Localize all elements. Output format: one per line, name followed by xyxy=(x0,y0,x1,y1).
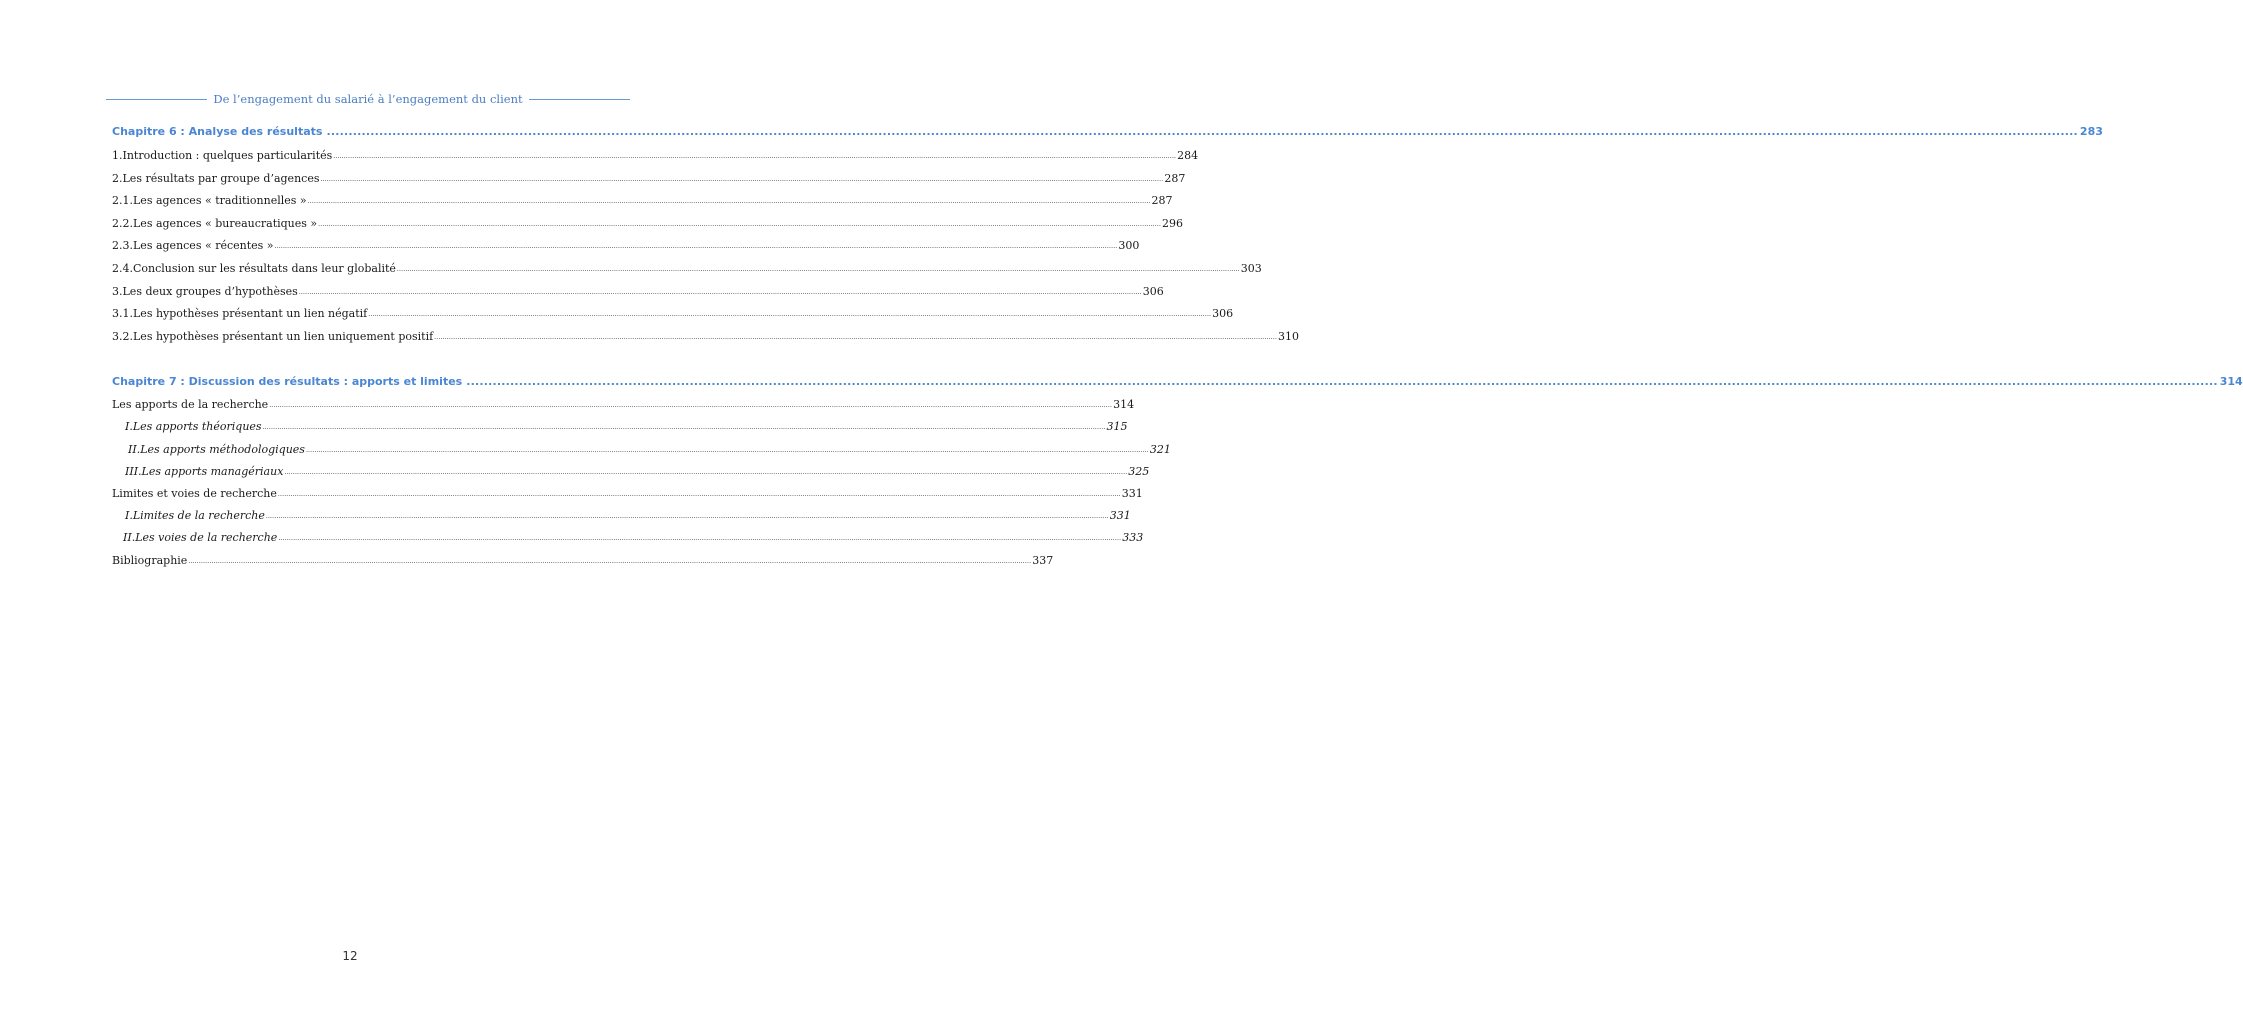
toc-entry-number: 2.2. xyxy=(112,217,133,230)
toc-chapter-6[interactable] xyxy=(112,123,2103,139)
toc-entry[interactable] xyxy=(112,529,1144,545)
toc-entry[interactable] xyxy=(112,418,1128,434)
toc-entry-page: 306 xyxy=(1142,285,1164,298)
header-title: De l’engagement du salarié à l’engagement du client xyxy=(213,92,523,106)
toc-entry-page: 325 xyxy=(1128,465,1150,478)
toc-entry-text: Limites de la recherche xyxy=(132,509,265,522)
toc-leader-dots: ................................................................................................................................................................................................................................................................................................................................................................................................................ xyxy=(396,266,1240,273)
toc-entry-number: III. xyxy=(125,465,142,478)
toc-entry-text: Les agences « récentes » xyxy=(133,239,274,252)
toc-entry-text: Les apports managériaux xyxy=(141,465,284,478)
toc-entry-number: 2.3. xyxy=(112,239,133,252)
toc-entry-page: 310 xyxy=(1278,330,1300,343)
toc-leader-dots: ................................................................................................................................................................................................................................................................................................................................................................................................................ xyxy=(318,221,1162,228)
toc-entry-text: Les voies de la recherche xyxy=(135,531,278,544)
toc-entry-number: I. xyxy=(125,420,133,433)
toc-entry-page: 321 xyxy=(1149,443,1171,456)
toc-entry-page: 296 xyxy=(1162,217,1184,230)
header-rule-left xyxy=(106,99,207,100)
toc-entry[interactable] xyxy=(112,328,1300,344)
toc-entry-number: 3.2. xyxy=(112,330,133,343)
toc-leader-dots: ................................................................................................................................................................................................................................................................................................................................................................................................................ xyxy=(305,447,1149,454)
toc-entry-text: Les hypothèses présentant un lien uniquement positif xyxy=(133,330,434,343)
toc-entry-number: 1. xyxy=(112,149,123,162)
toc-leader-dots: ................................................................................................................................................................................................................................................................................................................................................................................................................ xyxy=(274,243,1118,250)
running-header xyxy=(106,91,630,107)
toc-entry-text: Les deux groupes d’hypothèses xyxy=(122,285,298,298)
toc-entry-page: 283 xyxy=(2079,125,2103,138)
toc-entry[interactable] xyxy=(112,441,1171,457)
toc-leader-dots: ................................................................................................................................................................................................................................................................................................................................................................................................................ xyxy=(320,176,1164,183)
toc-entry[interactable] xyxy=(112,305,1234,321)
toc-entry-page: 331 xyxy=(1109,509,1131,522)
toc-entry[interactable] xyxy=(112,237,1140,253)
toc-entry-text: Les apports de la recherche xyxy=(112,398,269,411)
toc-leader-dots: ................................................................................................................................................................................................................................................................................................................................................................................................................ xyxy=(188,558,1032,565)
toc-entry[interactable] xyxy=(112,283,1164,299)
toc-entry-number: 3.1. xyxy=(112,307,133,320)
toc-entry-page: 287 xyxy=(1151,194,1173,207)
toc-entry-text: Introduction : quelques particularités xyxy=(122,149,333,162)
toc-entry[interactable] xyxy=(112,485,1143,501)
toc-entry-page: 333 xyxy=(1122,531,1144,544)
toc-leader-dots: ................................................................................................................................................................................................................................................................................................................................................................................................................ xyxy=(284,469,1128,476)
toc-entry-text: Chapitre 7 : Discussion des résultats : apports et limites xyxy=(112,375,463,388)
toc-leader-dots: ................................................................................................................................................................................................................................................................................................................................................................................................................ xyxy=(277,491,1121,498)
toc-entry-number: 2. xyxy=(112,172,123,185)
toc-entry-page: 337 xyxy=(1032,554,1054,567)
toc-entry-number: II. xyxy=(128,443,141,456)
toc-leader-dots: ................................................................................................................................................................................................................................................................................................................................................................................................................ xyxy=(262,424,1106,431)
toc-leader-dots: ................................................................................................................................................................................................................................................................................................................................................................................................................ xyxy=(298,289,1142,296)
toc-entry[interactable] xyxy=(112,147,1199,163)
toc-entry[interactable] xyxy=(112,170,1186,186)
toc-entry[interactable] xyxy=(112,215,1184,231)
toc-entry-page: 287 xyxy=(1164,172,1186,185)
toc-entry-text: Les agences « traditionnelles » xyxy=(133,194,307,207)
toc-leader-dots: ................................................................................................................................................................................................................................................................................................................................................................................................................ xyxy=(434,334,1278,341)
toc-entry-text: Chapitre 6 : Analyse des résultats xyxy=(112,125,323,138)
toc-leader-dots: ................................................................................................................................................................................................................................................................................................................................................................................................................ xyxy=(326,125,2078,138)
toc-entry-text: Conclusion sur les résultats dans leur globalité xyxy=(133,262,396,275)
toc-entry-page: 315 xyxy=(1106,420,1128,433)
toc-entry-page: 284 xyxy=(1177,149,1199,162)
toc-entry-page: 331 xyxy=(1121,487,1143,500)
toc-entry-number: 3. xyxy=(112,285,123,298)
toc-entry-page: 303 xyxy=(1240,262,1262,275)
toc-leader-dots: ................................................................................................................................................................................................................................................................................................................................................................................................................ xyxy=(265,513,1109,520)
toc-entry[interactable] xyxy=(112,507,1131,523)
toc-entry-text: Les agences « bureaucratiques » xyxy=(133,217,318,230)
toc-entry[interactable] xyxy=(112,260,1262,276)
toc-leader-dots: ................................................................................................................................................................................................................................................................................................................................................................................................................ xyxy=(278,535,1122,542)
toc-entry[interactable] xyxy=(112,192,1173,208)
toc-entry-text: Les hypothèses présentant un lien négatif xyxy=(133,307,368,320)
toc-leader-dots: ................................................................................................................................................................................................................................................................................................................................................................................................................ xyxy=(368,311,1212,318)
toc-leader-dots: ................................................................................................................................................................................................................................................................................................................................................................................................................ xyxy=(466,375,2218,388)
toc-leader-dots: ................................................................................................................................................................................................................................................................................................................................................................................................................ xyxy=(269,402,1113,409)
header-rule-right xyxy=(529,99,630,100)
toc-entry-page: 300 xyxy=(1118,239,1140,252)
toc-leader-dots: ................................................................................................................................................................................................................................................................................................................................................................................................................ xyxy=(333,153,1177,160)
toc-entry-text: Limites et voies de recherche xyxy=(112,487,277,500)
toc-entry-number: I. xyxy=(125,509,133,522)
toc-entry[interactable] xyxy=(112,463,1150,479)
toc-entry-number: 2.1. xyxy=(112,194,133,207)
toc-chapter-7[interactable] xyxy=(112,373,2243,389)
toc-entry-number: 2.4. xyxy=(112,262,133,275)
toc-entry[interactable] xyxy=(112,396,1135,412)
toc-entry-text: Les résultats par groupe d’agences xyxy=(122,172,320,185)
toc-leader-dots: ................................................................................................................................................................................................................................................................................................................................................................................................................ xyxy=(307,198,1151,205)
page-number: 12 xyxy=(342,949,358,963)
toc-entry-text: Les apports théoriques xyxy=(132,420,262,433)
toc-entry-number: II. xyxy=(123,531,136,544)
toc-entry-text: Bibliographie xyxy=(112,554,188,567)
toc-entry-page: 314 xyxy=(2219,375,2243,388)
toc-entry[interactable] xyxy=(112,552,1054,568)
toc-entry-page: 306 xyxy=(1212,307,1234,320)
toc-entry-page: 314 xyxy=(1113,398,1135,411)
toc-entry-text: Les apports méthodologiques xyxy=(140,443,305,456)
